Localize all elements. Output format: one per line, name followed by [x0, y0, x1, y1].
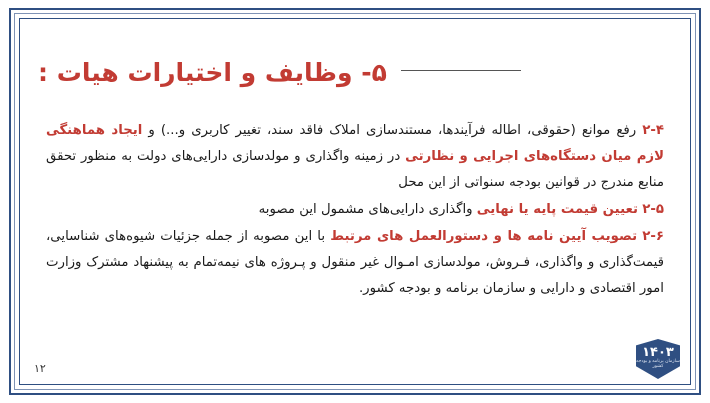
paragraph-run-highlight: تعیین قیمت پایه یا نهایی [476, 201, 638, 217]
slide-body [46, 118, 664, 302]
body-paragraph [46, 224, 664, 302]
title-underline-rule [401, 70, 521, 71]
paragraph-run-highlight: تصویب آیین نامه ها و دستورالعمل های مرتبط [330, 228, 638, 244]
paragraph-number: ۲-۶ [642, 228, 664, 244]
logo-subtitle [636, 359, 680, 370]
logo-subtitle-line1: سازمان برنامه و بودجه [636, 358, 680, 364]
paragraph-run: با این مصوبه از جمله جزئیات شیوه‌های شناسایی، قیمت‌گذاری و واگذاری، فـروش، مولدسازی امـوال غیر منقول و پـروژه های نیمه‌تمام به پیشنهاد مشترک وزارت امور اقتصادی و دارایی و سازمان برنامه و بودجه کشور. [46, 228, 664, 296]
organization-logo [636, 339, 680, 379]
paragraph-run: واگذاری دارایی‌های مشمول این مصوبه [258, 201, 477, 217]
paragraph-number: ۲-۴ [642, 123, 664, 138]
logo-subtitle-line2: کشور [652, 364, 664, 370]
slide-title-row [38, 58, 672, 87]
page-title: ۵- وظایف و اختیارات هیات : [38, 58, 387, 87]
logo-mark-text: ۱۴۰۳ [642, 345, 674, 360]
body-paragraph [46, 197, 664, 223]
paragraph-number: ۲-۵ [642, 201, 664, 217]
page-number: ۱۲ [34, 362, 46, 375]
body-paragraph [46, 118, 664, 196]
paragraph-run: در زمینه واگذاری و مولدسازی دارایی‌های دولت به منظور تحقق منابع مندرج در قوانین بودجه سنواتی از این محل [46, 148, 664, 190]
paragraph-run: رفع موانع (حقوقی، اطاله فرآیندها، مستندسازی املاک فاقد سند، تغییر کاربری و...) و [142, 123, 643, 138]
paragraph-run-highlight: ایجاد هماهنگی لازم میان دستگاه‌های اجرایی و نظارتی [46, 123, 664, 164]
